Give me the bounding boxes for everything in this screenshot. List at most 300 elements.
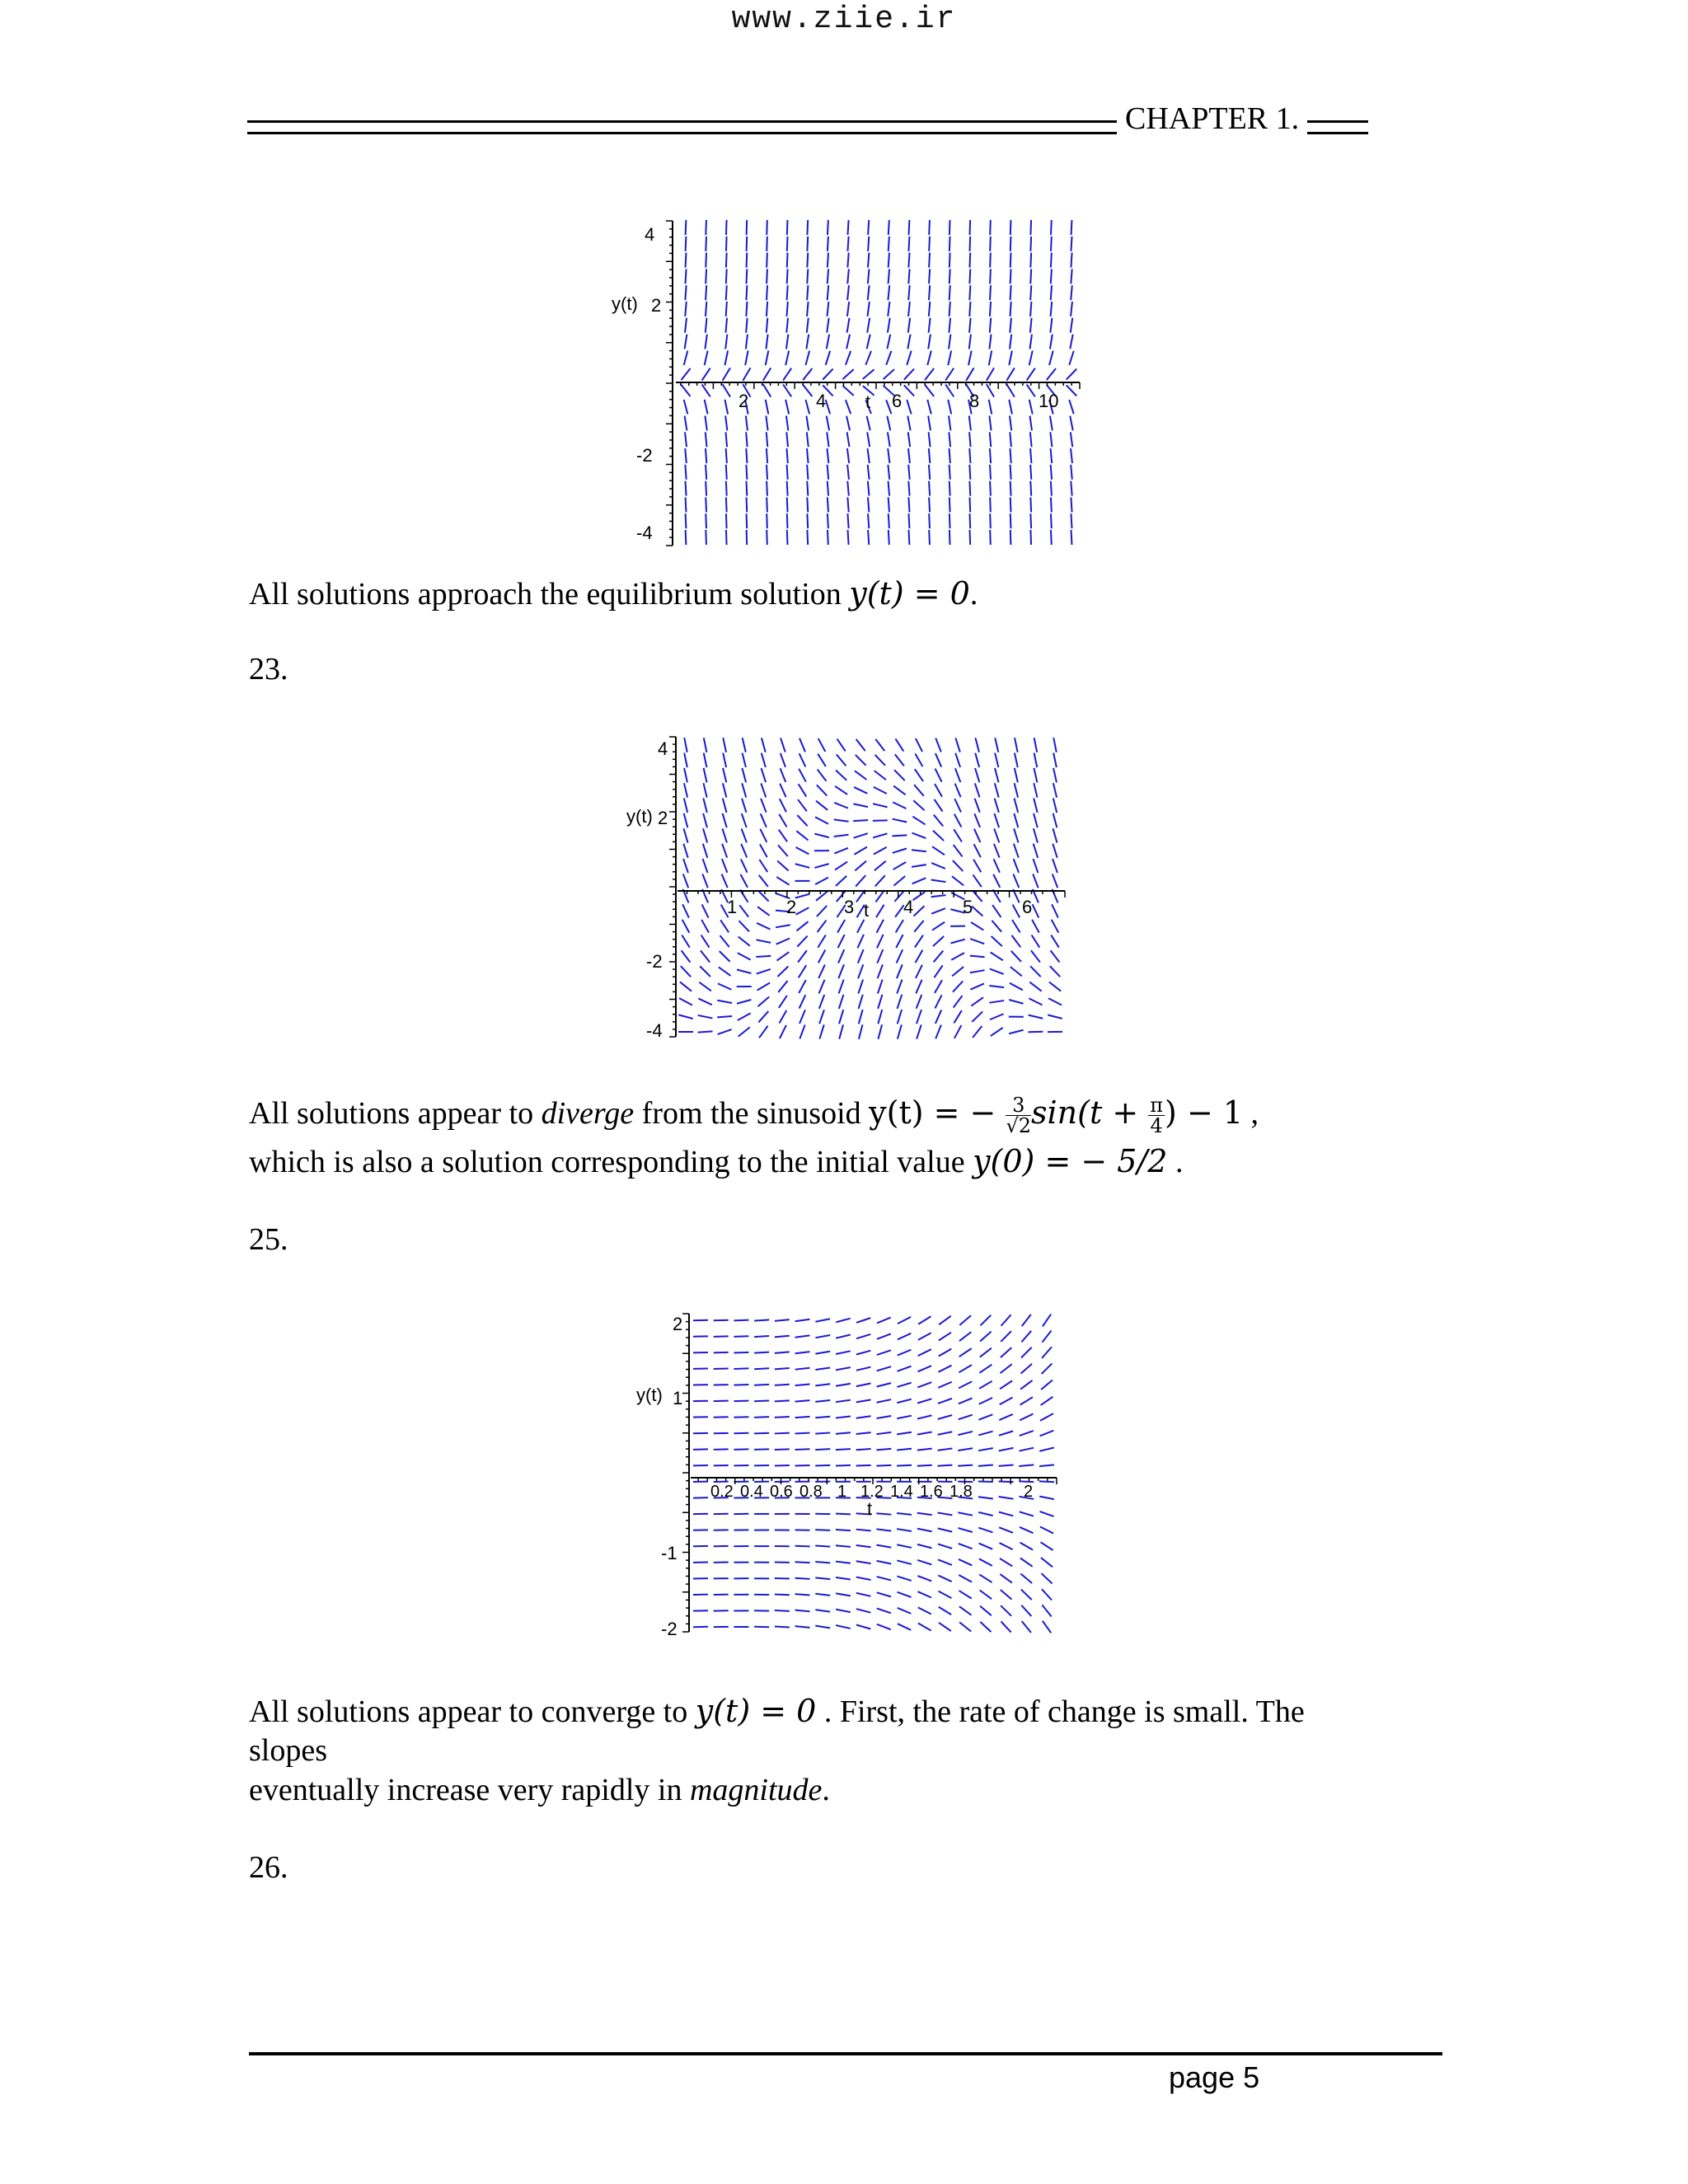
slope-segment: [683, 828, 687, 842]
slope-segment: [724, 350, 728, 365]
slope-segment: [775, 1594, 790, 1595]
slope-segment: [775, 1433, 790, 1434]
page-number: page 5: [1169, 2060, 1260, 2094]
slope-segment: [934, 951, 944, 963]
slope-segment: [682, 904, 689, 917]
slope-segment: [929, 448, 931, 463]
slope-segment: [1053, 783, 1057, 798]
slope-segment: [972, 1011, 982, 1022]
slope-segment: [909, 530, 910, 545]
slope-segment: [1020, 1558, 1033, 1567]
slope-segment: [759, 1026, 768, 1038]
slope-segment: [684, 400, 688, 414]
slope-segment: [918, 1607, 931, 1614]
slope-segment: [959, 1365, 972, 1372]
slope-segment: [775, 1449, 790, 1450]
slope-segment: [1053, 859, 1057, 873]
slope-segment: [1021, 1590, 1032, 1601]
slope-segment: [929, 253, 930, 268]
slope-segment: [990, 237, 991, 251]
slope-segment: [742, 799, 746, 813]
slope-segment: [898, 995, 903, 1009]
slope-segment: [775, 1610, 790, 1611]
slope-segment: [685, 302, 687, 316]
slope-segment: [797, 815, 807, 826]
slope-segment: [775, 1400, 790, 1401]
slope-segment: [846, 351, 851, 365]
slope-segment: [723, 813, 727, 827]
slope-segment: [1010, 497, 1011, 512]
slope-segment: [1052, 920, 1059, 933]
slope-segment: [907, 416, 910, 431]
slope-segment: [757, 923, 770, 930]
slope-segment: [1015, 799, 1019, 813]
slope-segment: [856, 1624, 870, 1629]
slope-segment: [836, 1514, 851, 1515]
slope-segment: [1029, 1015, 1043, 1019]
slope-segment: [999, 1527, 1013, 1532]
slope-segment: [898, 1366, 912, 1371]
slope-segment: [795, 864, 809, 868]
slope-segment: [836, 1577, 851, 1580]
slope-segment: [701, 920, 709, 933]
slope-segment: [931, 863, 945, 869]
slope-segment: [754, 1368, 769, 1369]
slope-segment: [934, 815, 943, 827]
slope-segment: [933, 831, 944, 841]
slope-segment: [969, 416, 971, 431]
slope-segment: [876, 1432, 891, 1434]
slope-segment: [777, 861, 788, 871]
slope-segment: [1043, 1315, 1051, 1327]
slope-segment: [795, 1465, 810, 1466]
slope-segment: [775, 1578, 790, 1579]
slope-segment: [726, 497, 727, 512]
slope-segment: [928, 416, 931, 431]
slope-segment: [747, 530, 748, 545]
slope-segment: [888, 448, 889, 463]
slope-segment: [909, 220, 910, 235]
slope-segment: [990, 220, 991, 235]
slope-segment: [1033, 859, 1038, 873]
slope-segment: [724, 400, 728, 415]
slope-segment: [783, 368, 791, 381]
slope-segment: [855, 771, 866, 780]
slope-segment: [1011, 935, 1020, 947]
slope-segment: [935, 995, 941, 1008]
slope-segment: [786, 448, 787, 463]
slope-segment: [1051, 497, 1052, 512]
slope-segment: [971, 997, 983, 1005]
slope-segment: [884, 369, 894, 379]
slope-segment: [754, 1417, 769, 1418]
slope-segment: [917, 1415, 932, 1418]
slope-segment: [786, 302, 787, 316]
slope-segment: [795, 1368, 810, 1370]
slope-segment: [958, 1432, 973, 1435]
slope-segment: [704, 768, 707, 783]
slope-segment: [959, 1332, 971, 1341]
slope-segment: [815, 1546, 830, 1547]
slope-segment: [805, 351, 809, 365]
slope-segment: [726, 465, 727, 480]
slope-segment: [1050, 318, 1052, 333]
slope-segment: [846, 400, 851, 414]
y-tick-label: -2: [661, 1619, 678, 1639]
slope-segment: [989, 350, 992, 365]
slope-segment: [683, 844, 687, 858]
slope-segment: [760, 844, 767, 857]
slope-segment: [877, 1609, 891, 1614]
slope-segment: [1034, 828, 1038, 842]
slope-segment: [888, 465, 889, 480]
slope-segment: [1050, 432, 1052, 447]
slope-segment: [738, 1027, 750, 1036]
slope-segment: [848, 220, 849, 235]
slope-segment: [954, 829, 962, 841]
slope-segment: [762, 738, 766, 752]
slope-segment: [966, 368, 973, 380]
slope-segment: [834, 819, 849, 821]
slope-segment: [1010, 220, 1011, 235]
slope-segment: [917, 1366, 931, 1371]
slope-segment: [874, 847, 887, 855]
slope-segment: [1033, 874, 1038, 888]
slope-segment: [955, 784, 961, 798]
slope-segment: [847, 448, 849, 463]
slope-segment: [685, 448, 687, 463]
x-tick-label: 4: [816, 391, 827, 411]
slope-segment: [1053, 768, 1057, 783]
slope-segment: [797, 936, 807, 947]
slope-segment: [747, 497, 748, 512]
slope-segment: [856, 875, 865, 886]
y-tick-label: -2: [636, 445, 653, 466]
slope-segment: [699, 982, 711, 991]
slope-segment: [839, 1024, 843, 1038]
slope-segment: [896, 920, 903, 932]
slope-segment: [682, 950, 691, 962]
slope-segment: [795, 1335, 810, 1337]
slope-segment: [889, 269, 890, 284]
problem-number-26: 26.: [249, 1850, 288, 1885]
slope-segment: [893, 802, 906, 808]
paragraph-magnitude: eventually increase very rapidly in magnitude.: [249, 1773, 830, 1807]
slope-segment: [776, 938, 790, 944]
slope-segment: [1047, 368, 1056, 380]
slope-segment: [686, 237, 687, 251]
slope-segment: [795, 1449, 810, 1450]
slope-segment: [684, 783, 687, 798]
slope-segment: [916, 980, 921, 993]
slope-segment: [836, 1593, 851, 1596]
slope-segment: [1006, 384, 1014, 396]
slope-segment: [917, 1529, 932, 1531]
slope-segment: [807, 253, 808, 268]
slope-segment: [1021, 1331, 1031, 1343]
slope-segment: [892, 835, 907, 836]
slope-segment: [959, 1528, 973, 1532]
slope-segment: [706, 432, 707, 447]
slope-segment: [877, 920, 884, 933]
slope-segment: [898, 1333, 911, 1340]
slope-segment: [1071, 448, 1072, 463]
slope-segment: [795, 1610, 810, 1612]
slope-segment: [703, 799, 706, 813]
slope-segment: [742, 813, 747, 827]
slope-segment: [726, 448, 727, 463]
slope-segment: [847, 318, 850, 333]
slope-segment: [814, 864, 828, 868]
slope-segment: [876, 1449, 891, 1451]
slope-segment: [917, 1010, 921, 1024]
slope-segment: [935, 738, 941, 752]
slope-segment: [929, 465, 930, 480]
slope-segment: [979, 1365, 992, 1373]
slope-segment: [781, 738, 785, 752]
slope-segment: [787, 269, 788, 284]
slope-segment: [766, 350, 769, 365]
slope-segment: [856, 1577, 871, 1580]
slope-segment: [741, 859, 748, 872]
slope-segment: [875, 755, 886, 766]
slope-segment: [1029, 400, 1033, 415]
direction-field-3: [635, 1301, 1063, 1647]
slope-segment: [839, 995, 844, 1009]
slope-segment: [795, 1352, 810, 1353]
slope-segment: [1021, 1347, 1032, 1358]
paragraph-initial-value: which is also a solution corresponding to the initial value y(0) = − 5/2 .: [249, 1143, 1184, 1179]
fraction-3-over-root2: $\frac{3}{√2}$: [1006, 1094, 1032, 1137]
slope-segment: [685, 432, 687, 447]
y-tick-label: 4: [645, 224, 655, 245]
slope-segment: [807, 432, 809, 447]
slope-segment: [1028, 1032, 1043, 1033]
slope-segment: [758, 891, 769, 902]
slope-segment: [807, 318, 809, 333]
slope-segment: [799, 965, 807, 977]
slope-segment: [897, 1577, 911, 1581]
slope-segment: [915, 950, 922, 963]
slope-segment: [842, 369, 853, 379]
slope-segment: [803, 385, 812, 396]
slope-segment: [990, 318, 992, 333]
slope-segment: [679, 998, 692, 1005]
slope-segment: [686, 513, 687, 528]
slope-segment: [705, 335, 706, 349]
slope-segment: [1039, 1481, 1054, 1482]
slope-segment: [815, 1610, 830, 1611]
slope-segment: [979, 1574, 992, 1582]
slope-segment: [685, 285, 686, 300]
slope-segment: [992, 905, 1001, 917]
x-tick-label: 0.8: [799, 1483, 823, 1501]
slope-segment: [815, 1465, 830, 1466]
slope-segment: [759, 860, 767, 872]
slope-segment: [867, 432, 870, 447]
slope-segment: [1039, 1465, 1054, 1466]
slope-segment: [938, 1559, 952, 1564]
slope-segment: [1013, 874, 1019, 888]
slope-segment: [888, 285, 889, 300]
slope-segment: [747, 237, 748, 251]
slope-segment: [908, 285, 910, 300]
x-tick-label: 10: [1039, 391, 1059, 411]
slope-segment: [799, 769, 806, 782]
slope-segment: [705, 400, 708, 415]
slope-segment: [799, 753, 806, 766]
slope-segment: [703, 859, 708, 873]
slope-segment: [807, 465, 808, 480]
slope-segment: [952, 876, 964, 885]
slope-segment: [888, 302, 889, 316]
slope-segment: [958, 1465, 973, 1466]
slope-segment: [780, 1025, 786, 1038]
slope-segment: [990, 1014, 1004, 1019]
slope-segment: [836, 1432, 851, 1434]
x-tick-label: 1: [727, 897, 738, 917]
slope-segment: [938, 1528, 953, 1531]
slope-segment: [912, 833, 926, 838]
slope-segment: [857, 920, 864, 933]
slope-segment: [929, 432, 931, 447]
slope-segment: [796, 831, 808, 840]
slope-segment: [874, 787, 887, 794]
slope-segment: [726, 237, 727, 251]
slope-segment: [989, 335, 991, 349]
slope-segment: [898, 1317, 911, 1324]
slope-segment: [817, 906, 827, 916]
slope-segment: [897, 1416, 912, 1419]
slope-segment: [1071, 465, 1072, 480]
slope-segment: [1034, 813, 1038, 827]
slope-segment: [785, 351, 789, 366]
slope-segment: [834, 848, 848, 854]
slope-segment: [973, 874, 982, 887]
slope-segment: [781, 768, 786, 782]
slope-segment: [702, 384, 710, 396]
slope-segment: [958, 1512, 973, 1515]
slope-segment: [856, 1384, 871, 1387]
slope-segment: [980, 1348, 992, 1357]
slope-segment: [704, 753, 707, 768]
slope-segment: [938, 1432, 953, 1435]
slope-segment: [990, 432, 992, 447]
slope-segment: [1040, 1431, 1054, 1436]
slope-segment: [746, 432, 748, 447]
slope-segment: [868, 253, 869, 268]
slope-segment: [989, 400, 992, 415]
slope-segment: [1029, 351, 1033, 366]
slope-segment: [1069, 351, 1074, 365]
slope-segment: [720, 920, 729, 932]
slope-segment: [1020, 1511, 1034, 1516]
slope-segment: [1042, 1605, 1051, 1616]
slope-segment: [818, 921, 827, 932]
slope-segment: [703, 844, 707, 858]
slope-segment: [904, 385, 914, 396]
slope-segment: [836, 1335, 851, 1338]
slope-segment: [777, 966, 788, 977]
slope-segment: [723, 799, 727, 813]
slope-segment: [1051, 481, 1052, 496]
slope-segment: [873, 820, 888, 821]
slope-segment: [856, 1593, 871, 1596]
slope-segment: [897, 980, 902, 994]
y-tick-label: 2: [673, 1314, 683, 1334]
slope-segment: [990, 481, 991, 496]
slope-segment: [766, 416, 767, 431]
slope-segment: [1051, 220, 1052, 235]
slope-segment: [1027, 368, 1035, 381]
slope-segment: [795, 1578, 810, 1579]
slope-segment: [898, 1608, 912, 1614]
slope-segment: [1009, 1000, 1023, 1004]
slope-segment: [897, 964, 903, 978]
slope-segment: [969, 497, 970, 512]
slope-segment: [1030, 237, 1031, 251]
slope-segment: [990, 513, 991, 528]
slope-segment: [959, 1559, 972, 1565]
slope-segment: [908, 465, 910, 480]
slope-segment: [1070, 416, 1072, 431]
slope-segment: [1030, 432, 1032, 447]
slope-segment: [806, 335, 809, 349]
slope-segment: [858, 949, 864, 963]
slope-segment: [908, 448, 910, 463]
slope-segment: [746, 302, 747, 316]
slope-segment: [757, 907, 769, 916]
slope-segment: [908, 302, 910, 316]
slope-segment: [778, 981, 787, 992]
slope-segment: [897, 949, 903, 963]
slope-segment: [908, 237, 909, 251]
t-axis-label: t: [864, 900, 870, 921]
slope-segment: [1051, 935, 1059, 948]
slope-segment: [686, 530, 687, 545]
slope-segment: [1051, 950, 1060, 962]
slope-segment: [746, 318, 748, 333]
slope-segment: [795, 1417, 810, 1418]
slope-segment: [1051, 285, 1052, 300]
slope-segment: [1027, 384, 1035, 396]
slope-segment: [959, 1315, 971, 1325]
slope-segment: [856, 1334, 870, 1338]
slope-segment: [787, 497, 788, 512]
slope-segment: [918, 1349, 931, 1356]
slope-segment: [978, 1414, 992, 1419]
slope-segment: [980, 1622, 991, 1632]
slope-segment: [1049, 982, 1061, 991]
slope-segment: [873, 804, 888, 807]
slope-segment: [897, 1432, 912, 1435]
slope-segment: [683, 859, 688, 873]
y-tick-label: -2: [646, 951, 663, 972]
slope-segment: [908, 318, 910, 333]
slope-segment: [835, 786, 847, 794]
slope-segment: [1014, 844, 1019, 858]
slope-segment: [726, 513, 727, 528]
slope-segment: [818, 754, 826, 766]
slope-segment: [915, 754, 922, 767]
slope-segment: [994, 828, 999, 842]
slope-segment: [927, 351, 931, 365]
x-tick-label: 0.6: [770, 1483, 793, 1501]
slope-segment: [1011, 951, 1021, 962]
t-axis-label: t: [865, 391, 871, 412]
x-tick-label: 6: [1022, 897, 1033, 917]
slope-segment: [1020, 1448, 1034, 1451]
